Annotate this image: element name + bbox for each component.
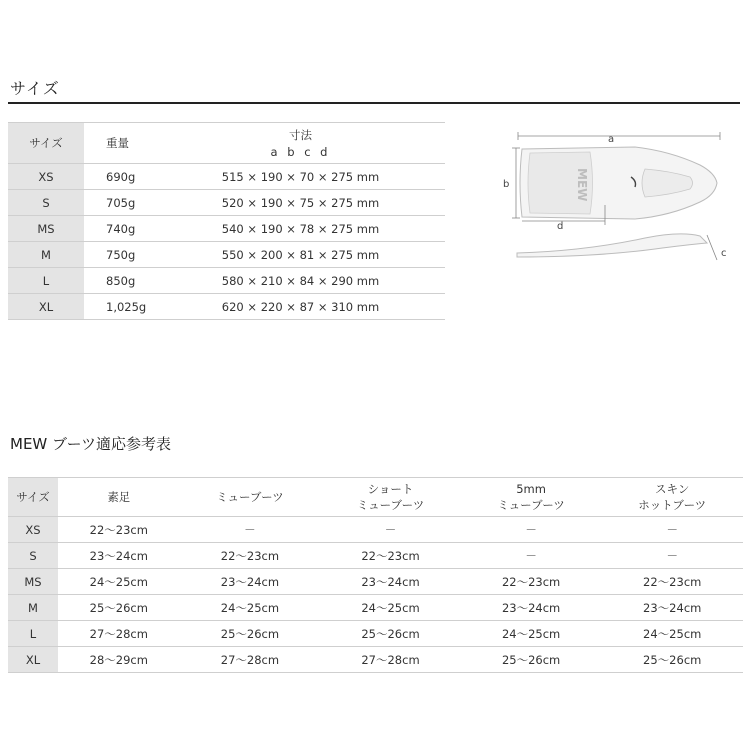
size-table-row <box>8 164 445 190</box>
weight-cell: 740g <box>84 216 156 242</box>
skin-boots-header-line2: ホットブーツ <box>638 498 707 512</box>
mew-boots-cell: 27～28cm <box>180 647 321 673</box>
short-boots-cell: 25～26cm <box>320 621 461 647</box>
boot-size-table <box>8 477 743 673</box>
short-boots-cell: 22～23cm <box>320 543 461 569</box>
short-boots-header-line2: ミューブーツ <box>356 498 425 512</box>
size-table-row <box>8 268 445 294</box>
5mm-boots-header-line2: ミューブーツ <box>497 498 565 512</box>
skin-boots-cell: － <box>601 543 743 569</box>
size-table-row <box>8 242 445 268</box>
boot-table-title: MEW ブーツ適応参考表 <box>10 435 171 453</box>
boot-size-cell: L <box>8 621 58 647</box>
dimensions-header-sub: a b c d <box>270 145 331 159</box>
mew-boots-cell: 22～23cm <box>180 543 321 569</box>
barefoot-cell: 24～25cm <box>58 569 180 595</box>
barefoot-cell: 27～28cm <box>58 621 180 647</box>
boot-size-cell: M <box>8 595 58 621</box>
barefoot-header: 素足 <box>58 478 180 517</box>
skin-boots-cell: 23～24cm <box>601 595 743 621</box>
5mm-boots-cell: 25～26cm <box>461 647 602 673</box>
short-boots-cell: 27～28cm <box>320 647 461 673</box>
skin-boots-cell: 24～25cm <box>601 621 743 647</box>
boot-size-cell: XL <box>8 647 58 673</box>
dimensions-cell: 540 × 190 × 78 × 275 mm <box>156 216 445 242</box>
boot-table-row <box>8 621 743 647</box>
skin-boots-cell: 22～23cm <box>601 569 743 595</box>
section-title: サイズ <box>10 79 60 98</box>
short-boots-cell: － <box>320 517 461 543</box>
dimensions-cell: 515 × 190 × 70 × 275 mm <box>156 164 445 190</box>
dimensions-cell: 550 × 200 × 81 × 275 mm <box>156 242 445 268</box>
weight-cell: 750g <box>84 242 156 268</box>
dimension-line-c <box>707 235 717 260</box>
barefoot-cell: 23～24cm <box>58 543 180 569</box>
size-cell: MS <box>8 216 84 242</box>
fin-side-outline <box>517 234 707 257</box>
5mm-boots-cell: 22～23cm <box>461 569 602 595</box>
weight-cell: 690g <box>84 164 156 190</box>
size-table-row <box>8 190 445 216</box>
size-cell: XS <box>8 164 84 190</box>
boot-table-row <box>8 647 743 673</box>
label-a: a <box>608 134 615 145</box>
5mm-boots-cell: － <box>461 517 602 543</box>
size-table-row <box>8 216 445 242</box>
size-table-header-row <box>8 123 445 164</box>
dimensions-header <box>156 123 445 164</box>
size-cell: L <box>8 268 84 294</box>
dimensions-cell: 520 × 190 × 75 × 275 mm <box>156 190 445 216</box>
5mm-boots-header-line1: 5mm <box>516 482 546 496</box>
label-d: d <box>557 221 564 232</box>
short-boots-header <box>320 478 461 517</box>
5mm-boots-header <box>461 478 602 517</box>
skin-boots-header-line1: スキン <box>655 482 690 496</box>
5mm-boots-cell: 23～24cm <box>461 595 602 621</box>
skin-boots-header <box>601 478 743 517</box>
skin-boots-cell: － <box>601 517 743 543</box>
size-cell: XL <box>8 294 84 320</box>
dimensions-header-label: 寸法 <box>289 128 312 142</box>
weight-header: 重量 <box>84 123 156 164</box>
weight-cell: 1,025g <box>84 294 156 320</box>
fin-logo: MEW <box>575 168 589 202</box>
fin-diagram <box>495 125 743 275</box>
boot-table-row <box>8 517 743 543</box>
dimensions-cell: 620 × 220 × 87 × 310 mm <box>156 294 445 320</box>
size-cell: S <box>8 190 84 216</box>
boot-size-cell: S <box>8 543 58 569</box>
mew-boots-cell: － <box>180 517 321 543</box>
barefoot-cell: 25～26cm <box>58 595 180 621</box>
size-table-row <box>8 294 445 320</box>
size-table <box>8 122 445 320</box>
skin-boots-cell: 25～26cm <box>601 647 743 673</box>
boot-table-row <box>8 543 743 569</box>
mew-boots-cell: 23～24cm <box>180 569 321 595</box>
weight-cell: 850g <box>84 268 156 294</box>
boot-size-cell: MS <box>8 569 58 595</box>
short-boots-cell: 23～24cm <box>320 569 461 595</box>
mew-boots-cell: 24～25cm <box>180 595 321 621</box>
boot-table-header-row <box>8 478 743 517</box>
dimensions-cell: 580 × 210 × 84 × 290 mm <box>156 268 445 294</box>
boot-size-cell: XS <box>8 517 58 543</box>
boot-size-header: サイズ <box>8 478 58 517</box>
size-cell: M <box>8 242 84 268</box>
mew-boots-cell: 25～26cm <box>180 621 321 647</box>
label-c: c <box>721 248 727 259</box>
weight-cell: 705g <box>84 190 156 216</box>
short-boots-header-line1: ショート <box>367 482 414 496</box>
short-boots-cell: 24～25cm <box>320 595 461 621</box>
label-b: b <box>503 179 510 190</box>
boot-table-row <box>8 569 743 595</box>
mew-boots-header: ミューブーツ <box>180 478 321 517</box>
barefoot-cell: 28～29cm <box>58 647 180 673</box>
size-header: サイズ <box>8 123 84 164</box>
boot-table-row <box>8 595 743 621</box>
5mm-boots-cell: 24～25cm <box>461 621 602 647</box>
barefoot-cell: 22～23cm <box>58 517 180 543</box>
5mm-boots-cell: － <box>461 543 602 569</box>
title-divider <box>8 102 740 104</box>
